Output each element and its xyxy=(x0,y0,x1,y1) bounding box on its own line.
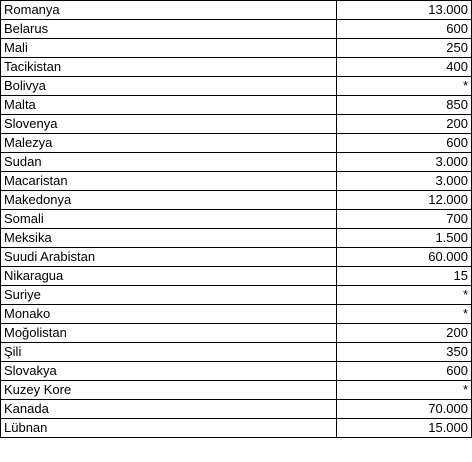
value-cell: 600 xyxy=(337,134,472,153)
country-name-cell: Sudan xyxy=(1,153,337,172)
country-name-cell: Lübnan xyxy=(1,419,337,438)
table-row xyxy=(1,381,472,400)
country-name-cell: Kanada xyxy=(1,400,337,419)
value-cell: 200 xyxy=(337,324,472,343)
country-name-cell: Slovenya xyxy=(1,115,337,134)
country-name-cell: Suriye xyxy=(1,286,337,305)
table-row xyxy=(1,419,472,438)
country-table-body xyxy=(1,1,472,438)
table-row xyxy=(1,362,472,381)
country-name-cell: Bolivya xyxy=(1,77,337,96)
table-row xyxy=(1,172,472,191)
value-cell: 700 xyxy=(337,210,472,229)
table-row xyxy=(1,286,472,305)
table-row xyxy=(1,115,472,134)
country-name-cell: Malezya xyxy=(1,134,337,153)
country-name-cell: Kuzey Kore xyxy=(1,381,337,400)
country-name-cell: Macaristan xyxy=(1,172,337,191)
value-cell: 15.000 xyxy=(337,419,472,438)
value-cell: 3.000 xyxy=(337,172,472,191)
country-name-cell: Slovakya xyxy=(1,362,337,381)
table-row xyxy=(1,210,472,229)
value-cell: 600 xyxy=(337,362,472,381)
table-row xyxy=(1,400,472,419)
table-row xyxy=(1,96,472,115)
value-cell: 1.500 xyxy=(337,229,472,248)
value-cell: * xyxy=(337,286,472,305)
value-cell: 350 xyxy=(337,343,472,362)
country-name-cell: Malta xyxy=(1,96,337,115)
value-cell: 400 xyxy=(337,58,472,77)
table-row xyxy=(1,77,472,96)
country-name-cell: Nikaragua xyxy=(1,267,337,286)
value-cell: 12.000 xyxy=(337,191,472,210)
table-row xyxy=(1,1,472,20)
value-cell: 15 xyxy=(337,267,472,286)
country-name-cell: Romanya xyxy=(1,1,337,20)
table-row xyxy=(1,134,472,153)
country-name-cell: Şili xyxy=(1,343,337,362)
value-cell: 3.000 xyxy=(337,153,472,172)
value-cell: 60.000 xyxy=(337,248,472,267)
country-name-cell: Tacikistan xyxy=(1,58,337,77)
value-cell: 13.000 xyxy=(337,1,472,20)
country-name-cell: Makedonya xyxy=(1,191,337,210)
table-row xyxy=(1,39,472,58)
country-name-cell: Meksika xyxy=(1,229,337,248)
value-cell: * xyxy=(337,381,472,400)
table-row xyxy=(1,343,472,362)
value-cell: 250 xyxy=(337,39,472,58)
table-row xyxy=(1,153,472,172)
value-cell: 200 xyxy=(337,115,472,134)
table-row xyxy=(1,267,472,286)
country-name-cell: Monako xyxy=(1,305,337,324)
country-name-cell: Somali xyxy=(1,210,337,229)
table-row xyxy=(1,229,472,248)
table-row xyxy=(1,191,472,210)
table-row xyxy=(1,248,472,267)
country-name-cell: Suudi Arabistan xyxy=(1,248,337,267)
country-name-cell: Moğolistan xyxy=(1,324,337,343)
value-cell: 850 xyxy=(337,96,472,115)
value-cell: 70.000 xyxy=(337,400,472,419)
value-cell: 600 xyxy=(337,20,472,39)
value-cell: * xyxy=(337,77,472,96)
value-cell: * xyxy=(337,305,472,324)
table-row xyxy=(1,324,472,343)
table-row xyxy=(1,305,472,324)
country-name-cell: Mali xyxy=(1,39,337,58)
table-row xyxy=(1,58,472,77)
table-row xyxy=(1,20,472,39)
country-name-cell: Belarus xyxy=(1,20,337,39)
